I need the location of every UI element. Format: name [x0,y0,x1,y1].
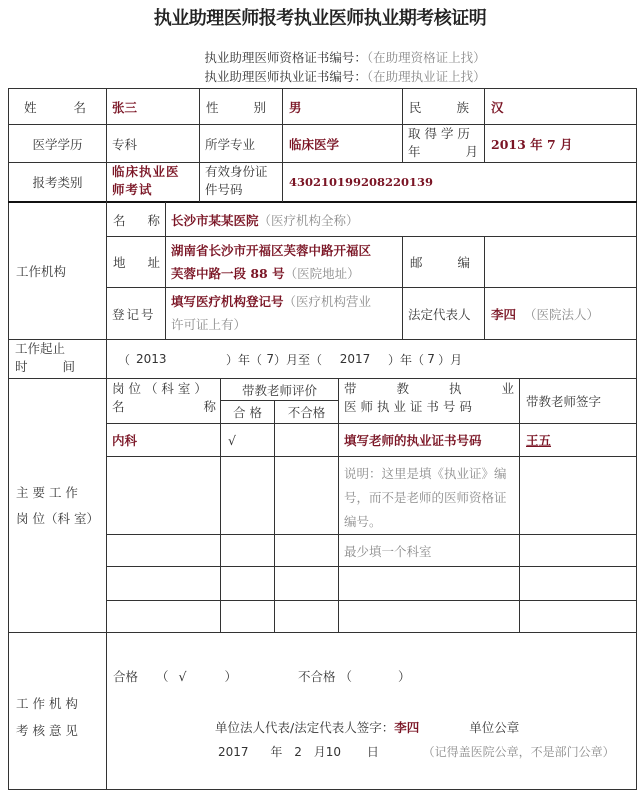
text: ）年（ [388,352,425,367]
label-line: 工作起止 [15,341,66,356]
major-label: 所学专业 [205,136,256,152]
fail-checkbox[interactable]: （ ） [339,669,411,684]
label-char: 别 [253,99,266,115]
start-month[interactable]: 7 [266,352,275,366]
post-row-cert[interactable] [339,601,519,632]
grad-date-value[interactable]: 2013 年 7 月 [491,136,573,152]
ethnicity-value[interactable]: 汉 [491,99,504,115]
label-char: 地 [113,255,126,270]
end-year[interactable]: 2017 [339,352,371,366]
line [484,88,485,162]
qualification-cert-label: 执业助理医师资格证书编号： [204,50,367,65]
month-char: 月 [313,745,326,759]
sign-label: 单位法人代表/法定代表人签字： [215,720,395,735]
signature-header: 带教老师签字 [526,394,602,409]
label-char: 月 [465,144,478,159]
line [402,88,403,162]
hint-text: （医疗机构全称） [258,212,359,228]
post-row-dept[interactable]: 内科 [112,433,138,448]
date-month[interactable]: 2 [294,745,302,759]
label-line: 取 得 学 历 [408,126,470,141]
line [106,88,107,790]
value-text: 李四 [491,306,517,322]
hint-text: （医院法人） [523,306,599,322]
signature-line [215,718,519,736]
legal-rep-signature[interactable]: 李四 [394,720,420,735]
qualification-cert-hint: （在助理资格证上找） [366,50,486,65]
major-value[interactable]: 临床医学 [289,136,340,152]
header-line: 医 师 执 业 证 书 号 码 [344,399,472,414]
day-char: 日 [366,745,379,759]
cert-header [344,380,514,416]
label-line: 有效身份证 [205,164,268,179]
label-char: 性 [206,99,219,115]
fail-label: 不合格 [297,669,336,684]
institution-name-label [113,203,160,236]
label-char: 业 [501,381,514,396]
gender-label [206,89,266,124]
end-month[interactable]: 7 [427,352,435,366]
value-line: 师考试 [112,182,153,197]
label-char: 名 [112,399,125,414]
legal-rep-label: 法定代表人 [408,306,471,322]
post-row-pass[interactable]: √ [228,432,236,448]
education-value[interactable]: 专科 [112,136,138,152]
text: ）月至（ [274,352,323,367]
post-row-cert[interactable] [339,567,519,600]
pass-label: 合格 [113,669,139,684]
work-period-label [15,340,75,376]
label-char: 址 [147,255,160,270]
pass-checkbox[interactable]: （ √ ） [156,669,237,684]
post-row-dept[interactable] [107,535,219,566]
practice-cert-number [0,67,640,85]
post-row-cert-note: 说明：这里是填《执业证》编号，而不是老师的医师资格证编号。 [344,466,507,529]
line [282,88,283,202]
label-char: 姓 [24,99,37,115]
education-label: 医学学历 [32,136,83,152]
id-label [205,163,281,199]
value-line: 临床执业医 [112,164,180,179]
value-text: 长沙市某某医院 [171,212,259,228]
legal-rep-value[interactable] [491,288,636,339]
postcode-value[interactable] [491,237,631,287]
hint-text: 许可证上有） [171,317,247,332]
post-row-cert[interactable]: 填写老师的执业证书号码 [344,433,482,448]
eval-header: 带教老师评价 [241,382,317,398]
post-row-dept[interactable] [107,457,219,533]
hint-text: （医院地址） [284,266,360,281]
post-row-fail[interactable] [275,457,337,533]
ethnicity-label [409,89,469,124]
name-label [24,89,86,124]
page-title: 执业助理医师报考执业医师执业期考核证明 [153,8,487,29]
institution-address-label [113,237,160,287]
name-value[interactable]: 张三 [112,99,138,115]
label-char: 族 [456,99,469,115]
fail-header: 不合格 [287,405,326,420]
date-day[interactable]: 10 [325,745,341,759]
registration-value[interactable] [171,290,403,336]
practice-cert-hint: （在助理执业证上找） [366,69,486,84]
label-line: 件号码 [205,182,243,197]
assessment-date [218,743,615,760]
label-line: 工 作 机 构 [16,696,78,711]
assessment-result [113,667,411,685]
start-year[interactable]: 2013 [136,352,167,366]
label-line: 岗 位（科 室） [16,511,99,526]
value-text: 填写医疗机构登记号 [171,294,284,309]
post-row-signature[interactable]: 王五 [526,433,552,448]
exam-type-label: 报考类别 [32,175,83,190]
line [8,789,637,790]
post-row-dept[interactable] [107,601,219,632]
institution-section-label: 工作机构 [16,264,67,279]
label-char: 年 [408,144,421,159]
label-char: 执 [448,381,462,396]
line [199,88,200,202]
label-char: 编 [457,255,470,270]
postcode-label [410,237,470,287]
label-char: 称 [147,212,160,228]
check-icon: √ [178,669,187,684]
line [165,202,166,339]
institution-name-value[interactable] [171,203,631,236]
assessment-label [16,690,106,744]
header-line: 岗 位 （ 科 室 ） [112,381,207,396]
qualification-cert-number [0,48,640,66]
label-char: 教 [396,381,409,396]
text: ）月 [438,352,463,367]
work-period-value[interactable] [118,340,628,378]
post-row-pass[interactable] [221,457,273,533]
posts-section-label [16,480,106,532]
label-char: 称 [203,399,216,414]
post-row-cert-note: 最少填一个科室 [344,543,432,559]
id-value[interactable]: 430210199208220139 [289,175,434,189]
practice-cert-label: 执业助理医师执业证书编号： [204,69,367,84]
post-row-dept[interactable] [107,567,219,600]
label-char: 邮 [410,255,423,270]
hint-text: （医疗机构营业 [283,294,372,309]
border-right [636,88,637,790]
label-char: 带 [344,381,357,396]
label-line: 主 要 工 作 [16,485,78,500]
value-line: 湖南省长沙市开福区芙蓉中路开福区 [171,243,372,258]
seal-hint: （记得盖医院公章，不是部门公章） [422,745,615,759]
year-char: 年 [270,745,283,759]
value-line: 芙蓉中路一段 88 号 [171,266,285,281]
text: ）年（ [226,352,263,367]
gender-value[interactable]: 男 [289,99,302,115]
post-row-signature[interactable] [520,457,635,533]
dept-header [112,380,216,416]
label-char: 名 [73,99,86,115]
label-char: 民 [409,99,422,115]
exam-type-value[interactable] [112,163,198,199]
label-char: 间 [62,359,75,374]
label-line: 考 核 意 见 [16,723,78,738]
line [484,236,485,339]
pass-header: 合 格 [233,405,262,420]
date-year[interactable]: 2017 [218,745,249,759]
post-row-signature[interactable] [520,535,635,566]
label-char: 时 [15,359,28,374]
label-char: 名 [113,212,126,228]
institution-address-value[interactable] [171,239,403,285]
post-row-fail[interactable] [278,424,336,456]
paren: （ [118,352,131,367]
registration-label: 登记号 [112,306,156,322]
line [8,632,637,633]
seal-label: 单位公章 [469,720,520,735]
grad-date-label [408,125,478,162]
